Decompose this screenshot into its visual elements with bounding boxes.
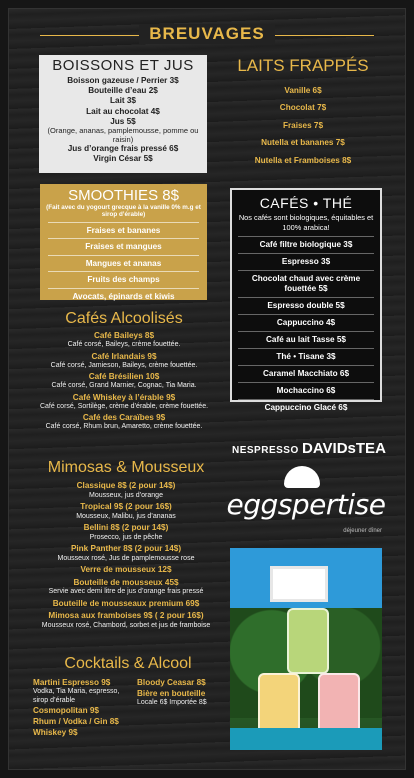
menu-item-name: Bouteille de mousseaux premium 69$ — [52, 598, 200, 608]
menu-item-desc: Vodka, Tia Maria, espresso, sirop d’érable — [33, 688, 120, 704]
menu-item-name: Classique 8$ (2 pour 14$) — [76, 481, 176, 490]
menu-item-name: Pink Panther 8$ (2 pour 14$) — [70, 544, 182, 553]
menu-item: Vanille 6$ — [284, 86, 322, 95]
eggspertise-logo — [226, 466, 386, 546]
menu-item-name: Cosmopolitan 9$ — [33, 706, 99, 715]
laits-title: LAITS FRAPPÉS — [237, 56, 369, 75]
cocktails-section — [33, 655, 223, 737]
menu-item: Boisson gazeuse / Perrier 3$ — [67, 76, 179, 85]
menu-item-name: Martini Espresso 9$ — [33, 678, 111, 687]
boissons-title: BOISSONS ET JUS — [52, 57, 194, 74]
menu-item-name: Café Whiskey à l’érable 9$ — [72, 392, 176, 402]
menu-item-name: Café Baileys 8$ — [93, 331, 155, 340]
menu-item-desc: Café corsé, Rhum brun, Amaretto, crème fouettée. — [45, 423, 203, 430]
menu-item-name: Rhum / Vodka / Gin 8$ — [33, 717, 119, 726]
menu-item-desc: Servie avec demi litre de jus d’orange frais pressé — [48, 588, 204, 595]
menu-item-desc: Café corsé, Baileys, crème fouettée. — [67, 341, 181, 348]
photo-frame — [270, 566, 328, 602]
menu-item: Bouteille d’eau 2$ — [88, 86, 158, 96]
menu-item: Thé • Tisane 3$ — [238, 348, 374, 365]
menu-item: Chocolat 7$ — [279, 103, 327, 113]
menu-item-desc: Locale 6$ Importée 8$ — [137, 699, 207, 706]
menu-item-desc: Mousseux, Malibu, jus d’ananas — [76, 512, 176, 520]
menu-item: Jus 5$ — [110, 116, 136, 126]
photo-table — [230, 728, 382, 750]
page-header — [0, 24, 414, 44]
menu-item-desc: Café corsé, Grand Marnier, Cognac, Tia Maria. — [51, 382, 197, 389]
menu-item-name: Verre de mousseux 12$ — [80, 565, 172, 574]
logo-wordmark: eggspertise — [226, 488, 386, 521]
menu-item-desc: Mousseux, jus d’orange — [89, 491, 163, 499]
nespresso-logo: NESPRESSO — [232, 445, 299, 456]
menu-item-name: Café Irlandais 9$ — [91, 351, 157, 361]
cocktails-title: Cocktails & Alcool — [64, 655, 192, 672]
menu-item-name: Whiskey 9$ — [33, 728, 78, 737]
menu-item: Mangues et ananas — [85, 258, 162, 268]
menu-item-name: Tropical 9$ (2 pour 16$) — [80, 502, 172, 511]
menu-item: Espresso double 5$ — [238, 297, 374, 314]
menu-item-desc: Mousseux rosé, Chambord, sorbet et jus de framboise — [41, 621, 211, 629]
menu-item: Café au lait Tasse 5$ — [238, 331, 374, 348]
smoothies-box — [40, 184, 207, 300]
menu-item: Chocolat chaud avec crème fouettée 5$ — [238, 270, 374, 297]
menu-item: Fraises 7$ — [282, 120, 324, 130]
menu-item: Nutella et Framboises 8$ — [254, 155, 352, 165]
menu-item: Lait 3$ — [110, 96, 136, 106]
menu-item: Fraises et mangues — [85, 242, 162, 252]
cocktails-left-column — [33, 677, 133, 738]
menu-item: Jus d’orange frais pressé 6$ — [67, 144, 179, 154]
menu-item-desc: Café corsé, Sortilège, crème d’érable, crème fouettée. — [39, 402, 209, 410]
smoothie-jar — [287, 608, 329, 674]
menu-item: Fruits des champs — [87, 275, 160, 285]
laits-section — [228, 56, 378, 169]
page-title: BREUVAGES — [139, 24, 274, 44]
menu-item: Fraises et bananes — [86, 226, 161, 235]
menu-item-name: Café des Caraïbes 9$ — [82, 413, 166, 422]
logo-tagline: déjeuner dîner — [343, 528, 382, 534]
menu-item-name: Bouteille de mousseux 45$ — [73, 577, 179, 587]
cocktails-right-column — [137, 677, 227, 708]
mimosas-title: Mimosas & Mousseux — [47, 459, 205, 476]
smoothies-title: SMOOTHIES 8$ — [68, 187, 179, 204]
menu-item: Lait au chocolat 4$ — [86, 106, 160, 116]
smoothie-photo — [230, 548, 382, 750]
menu-item-desc: Prosecco, jus de pêche — [89, 533, 163, 541]
menu-item: Espresso 3$ — [238, 253, 374, 270]
cafes-alcoolises-section — [28, 310, 220, 432]
menu-item-name: Café Brésilien 10$ — [88, 372, 160, 381]
menu-item-name: Mimosa aux framboises 9$ ( 2 pour 16$) — [48, 611, 204, 620]
davidstea-logo: DAVIDsTEA — [302, 440, 386, 457]
menu-item: Cappuccino Glacé 6$ — [238, 399, 374, 416]
menu-item: Nutella et bananes 7$ — [261, 138, 345, 148]
cafes-alcoolises-title: Cafés Alcoolisés — [65, 310, 183, 327]
cafes-the-box — [230, 188, 382, 412]
menu-item-name: Bière en bouteille — [137, 689, 206, 698]
menu-item-desc: Mousseux rosé, Jus de pamplemousse rose — [57, 554, 195, 562]
menu-item: Cappuccino 4$ — [238, 314, 374, 331]
cafes-the-title: CAFÉS • THÉ — [259, 195, 353, 211]
menu-item: Avocats, épinards et kiwis — [72, 291, 175, 301]
smoothies-note: (Fait avec du yogourt grecque à la vanille 0% m.g et sirop d’érable) — [46, 204, 201, 218]
menu-item: Café filtre biologique 3$ — [238, 236, 374, 253]
mimosas-section — [29, 459, 223, 630]
menu-item: Virgin César 5$ — [93, 154, 153, 164]
menu-item: Mochaccino 6$ — [238, 382, 374, 399]
menu-item: Caramel Macchiato 6$ — [238, 365, 374, 382]
cafes-intro: Nos cafés sont biologiques, équitables et 100% arabica! — [238, 213, 374, 232]
boissons-box — [39, 55, 207, 173]
menu-item-name: Bloody Ceasar 8$ — [137, 678, 206, 687]
chef-hat-icon — [284, 466, 320, 488]
menu-item-name: Bellini 8$ (2 pour 14$) — [83, 523, 169, 532]
menu-item-desc: Café corsé, Jamieson, Baileys, crème fouettée. — [50, 361, 198, 369]
jus-note: (Orange, ananas, pamplemousse, pomme ou raisin) — [47, 126, 199, 144]
